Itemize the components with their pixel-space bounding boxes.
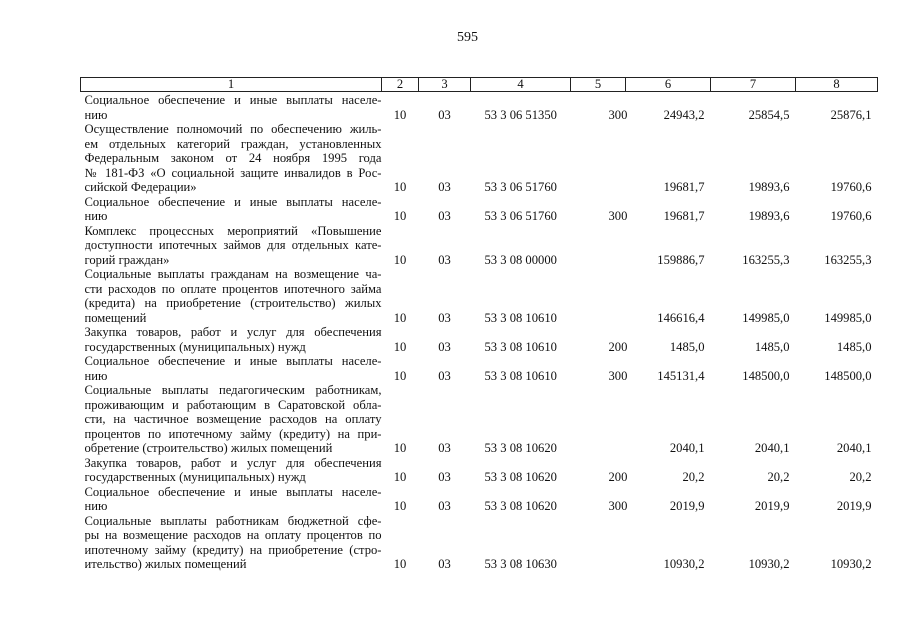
target-item-code: 53 3 08 10620 <box>484 441 557 455</box>
row-description <box>81 122 382 195</box>
target-item-code: 53 3 08 10610 <box>484 339 557 354</box>
description-line: государственных (муниципальных) нужд <box>84 470 306 484</box>
expense-type-code: 300 <box>608 107 628 122</box>
subsection-code: 03 <box>438 209 451 223</box>
subsection-code: 03 <box>438 499 451 513</box>
section-code: 10 <box>393 441 407 455</box>
description-line: Закупка товаров, работ и услуг для обеспечения <box>84 455 382 470</box>
section-code: 10 <box>393 209 407 223</box>
description-line: проживающим и работающим в Саратовской обла- <box>84 397 382 412</box>
description-line: доступности ипотечных займов для отдельных кате- <box>84 238 382 252</box>
amount-year-2: 19893,6 <box>748 209 790 223</box>
description-line: помещений <box>84 310 147 325</box>
row-description <box>81 485 382 514</box>
amount-year-3: 2019,9 <box>836 499 872 513</box>
amount-year-2: 149985,0 <box>742 310 790 325</box>
table-row <box>81 224 878 268</box>
section-code: 10 <box>393 557 407 571</box>
target-item-code: 53 3 08 10620 <box>484 470 557 484</box>
target-item-code: 53 3 08 10630 <box>484 557 557 571</box>
header-row <box>81 78 878 92</box>
amount-year-1: 20,2 <box>682 470 705 484</box>
amount-year-2: 148500,0 <box>742 368 790 383</box>
amount-year-3: 10930,2 <box>830 557 872 571</box>
target-item-code: 53 3 08 10620 <box>484 499 557 513</box>
table-row <box>81 267 878 325</box>
description-line: Социальное обеспечение и иные выплаты населе- <box>84 354 382 368</box>
amount-year-1: 19681,7 <box>663 209 705 223</box>
section-code: 10 <box>393 470 407 484</box>
row-description <box>81 383 382 456</box>
amount-year-1: 19681,7 <box>663 180 705 194</box>
amount-year-2: 10930,2 <box>748 557 790 571</box>
description-line: процентов по ипотечному займу (кредиту) на при- <box>84 426 382 441</box>
amount-year-2: 1485,0 <box>754 339 790 354</box>
description-line: сийской Федерации» <box>84 180 197 194</box>
description-line: ипотечному займу (кредиту) на приобретение (стро- <box>84 542 382 557</box>
subsection-code: 03 <box>438 252 451 267</box>
section-code: 10 <box>393 252 407 267</box>
description-line: Социальное обеспечение и иные выплаты населе- <box>84 93 382 107</box>
expense-type-code <box>571 122 626 195</box>
description-line: Социальное обеспечение и иные выплаты населе- <box>84 194 382 209</box>
table-row <box>81 354 878 383</box>
amount-year-1: 159886,7 <box>657 252 705 267</box>
amount-year-3: 148500,0 <box>824 368 872 383</box>
description-line: ительство) жилых помещений <box>84 557 247 571</box>
column-header: 2 <box>382 78 419 92</box>
row-description <box>81 195 382 224</box>
amount-year-2: 163255,3 <box>742 252 790 267</box>
subsection-code: 03 <box>438 470 451 484</box>
target-item-code: 53 3 08 00000 <box>484 252 557 267</box>
table-row <box>81 383 878 456</box>
target-item-code: 53 3 06 51760 <box>484 180 557 194</box>
description-line: сти, на частичное возмещение расходов на оплату <box>84 412 382 426</box>
description-line: (кредита) на приобретение (строительство) жилых <box>84 296 382 310</box>
amount-year-2: 25854,5 <box>748 107 790 122</box>
subsection-code: 03 <box>438 180 451 194</box>
table-row <box>81 195 878 224</box>
description-line: горий граждан» <box>84 252 170 267</box>
section-code: 10 <box>393 107 407 122</box>
description-line: Федеральным законом от 24 ноября 1995 года <box>84 151 382 165</box>
description-line: обретение (строительство) жилых помещений <box>84 441 333 455</box>
description-line: Осуществление полномочий по обеспечению жиль- <box>84 122 382 136</box>
column-header: 8 <box>796 78 878 92</box>
section-code: 10 <box>393 310 407 325</box>
target-item-code: 53 3 08 10610 <box>484 310 557 325</box>
amount-year-3: 163255,3 <box>824 252 872 267</box>
column-header: 4 <box>471 78 571 92</box>
amount-year-1: 1485,0 <box>669 339 705 354</box>
table-row <box>81 122 878 195</box>
expense-type-code: 300 <box>608 368 628 383</box>
amount-year-2: 2040,1 <box>754 441 790 455</box>
expense-type-code <box>571 383 626 456</box>
subsection-code: 03 <box>438 107 451 122</box>
amount-year-3: 19760,6 <box>830 180 872 194</box>
amount-year-1: 2040,1 <box>669 441 705 455</box>
subsection-code: 03 <box>438 310 451 325</box>
budget-table <box>80 77 878 572</box>
section-code: 10 <box>393 499 407 513</box>
amount-year-1: 146616,4 <box>657 310 705 325</box>
amount-year-2: 20,2 <box>767 470 790 484</box>
expense-type-code <box>571 267 626 325</box>
description-line: ем отдельных категорий граждан, установленных <box>84 136 382 151</box>
column-header: 3 <box>419 78 471 92</box>
amount-year-3: 25876,1 <box>830 107 872 122</box>
row-description <box>81 267 382 325</box>
row-description <box>81 354 382 383</box>
description-line: Социальные выплаты педагогическим работникам, <box>84 383 382 397</box>
row-description <box>81 325 382 354</box>
description-line: № 181-ФЗ «О социальной защите инвалидов в Рос- <box>84 165 382 180</box>
amount-year-3: 19760,6 <box>830 209 872 223</box>
table-row <box>81 514 878 572</box>
page-number: 595 <box>457 30 478 45</box>
subsection-code: 03 <box>438 557 451 571</box>
subsection-code: 03 <box>438 368 451 383</box>
amount-year-3: 20,2 <box>849 470 872 484</box>
amount-year-2: 2019,9 <box>754 499 790 513</box>
expense-type-code <box>571 224 626 268</box>
amount-year-3: 2040,1 <box>836 441 872 455</box>
expense-type-code <box>571 514 626 572</box>
description-line: Социальные выплаты гражданам на возмещение ча- <box>84 267 382 281</box>
description-line: государственных (муниципальных) нужд <box>84 339 306 354</box>
row-description <box>81 92 382 123</box>
description-line: Социальные выплаты работникам бюджетной сфе- <box>84 513 382 528</box>
section-code: 10 <box>393 368 407 383</box>
amount-year-3: 149985,0 <box>824 310 872 325</box>
description-line: нию <box>84 209 108 223</box>
description-line: ры на возмещение расходов на оплату процентов по <box>84 528 382 542</box>
expense-type-code: 300 <box>608 209 628 223</box>
column-header: 1 <box>81 78 382 92</box>
description-line: нию <box>84 368 108 383</box>
amount-year-1: 10930,2 <box>663 557 705 571</box>
description-line: нию <box>84 107 108 122</box>
section-code: 10 <box>393 180 407 194</box>
target-item-code: 53 3 06 51350 <box>484 107 557 122</box>
subsection-code: 03 <box>438 441 451 455</box>
target-item-code: 53 3 06 51760 <box>484 209 557 223</box>
expense-type-code: 300 <box>608 499 628 513</box>
table-body <box>81 92 878 572</box>
description-line: нию <box>84 499 108 513</box>
expense-type-code: 200 <box>608 339 628 354</box>
column-header: 5 <box>571 78 626 92</box>
table-row <box>81 92 878 123</box>
amount-year-1: 24943,2 <box>663 107 705 122</box>
row-description <box>81 514 382 572</box>
column-header: 6 <box>626 78 711 92</box>
amount-year-3: 1485,0 <box>836 339 872 354</box>
row-description <box>81 456 382 485</box>
subsection-code: 03 <box>438 339 451 354</box>
table-row <box>81 456 878 485</box>
table-row <box>81 325 878 354</box>
expense-type-code: 200 <box>608 470 628 484</box>
target-item-code: 53 3 08 10610 <box>484 368 557 383</box>
description-line: Закупка товаров, работ и услуг для обеспечения <box>84 325 382 339</box>
table-row <box>81 485 878 514</box>
description-line: Комплекс процессных мероприятий «Повышение <box>84 223 382 238</box>
section-code: 10 <box>393 339 407 354</box>
description-line: сти расходов по оплате процентов ипотечного займа <box>84 281 382 296</box>
description-line: Социальное обеспечение и иные выплаты населе- <box>84 484 382 499</box>
amount-year-1: 2019,9 <box>669 499 705 513</box>
row-description <box>81 224 382 268</box>
amount-year-2: 19893,6 <box>748 180 790 194</box>
amount-year-1: 145131,4 <box>657 368 705 383</box>
column-header: 7 <box>711 78 796 92</box>
